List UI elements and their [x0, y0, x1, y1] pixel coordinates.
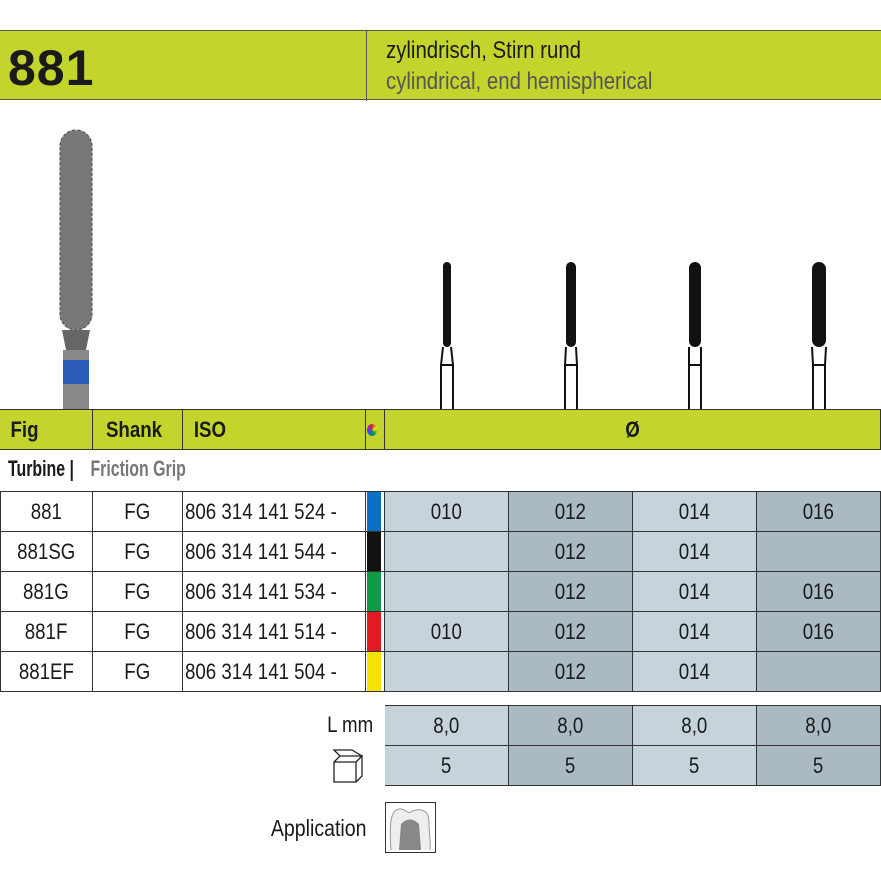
size-cell	[757, 652, 881, 692]
color-code	[366, 612, 385, 652]
fig-cell: 881EF	[0, 652, 93, 692]
section-title: Turbine | Friction Grip	[0, 450, 881, 492]
length-label: L mm	[326, 712, 373, 737]
size-cell[interactable]: 010	[385, 492, 509, 532]
size-cell	[757, 532, 881, 572]
size-cell[interactable]: 014	[633, 532, 757, 572]
size-cell[interactable]: 012	[509, 572, 633, 612]
package-qty-cell: 5	[509, 746, 633, 786]
bur-silhouette	[689, 262, 701, 410]
length-cell: 8,0	[757, 706, 881, 746]
size-cell	[385, 532, 509, 572]
color-code	[366, 492, 385, 532]
shank-cell: FG	[93, 492, 183, 532]
column-header-shank: Shank	[93, 410, 183, 450]
size-cell	[385, 572, 509, 612]
size-cell[interactable]: 012	[509, 492, 633, 532]
size-cell[interactable]: 014	[633, 612, 757, 652]
application-label: Application	[271, 815, 367, 841]
package-qty-cell: 5	[633, 746, 757, 786]
bur-photo	[60, 130, 92, 410]
shank-cell: FG	[93, 612, 183, 652]
column-header-fig: Fig	[0, 410, 93, 450]
size-cell[interactable]: 014	[633, 572, 757, 612]
size-cell[interactable]: 010	[385, 612, 509, 652]
size-cell[interactable]: 012	[509, 532, 633, 572]
size-cell[interactable]: 014	[633, 492, 757, 532]
size-cell[interactable]: 016	[757, 612, 881, 652]
tooth-application-icon	[385, 802, 436, 853]
column-header-diameter: Ø	[385, 410, 881, 450]
fig-cell: 881	[0, 492, 93, 532]
color-code	[366, 572, 385, 612]
iso-cell: 806 314 141 514 -	[183, 612, 366, 652]
color-code	[366, 652, 385, 692]
package-qty-cell: 5	[385, 746, 509, 786]
color-code-header	[366, 410, 385, 450]
bur-silhouette	[441, 262, 453, 410]
column-header-iso: ISO	[183, 410, 366, 450]
fig-cell: 881F	[0, 612, 93, 652]
shank-cell: FG	[93, 572, 183, 612]
iso-cell: 806 314 141 504 -	[183, 652, 366, 692]
shank-cell: FG	[93, 532, 183, 572]
header-band	[0, 30, 881, 100]
title-german: zylindrisch, Stirn rund	[386, 37, 582, 64]
size-cell[interactable]: 014	[633, 652, 757, 692]
shank-cell: FG	[93, 652, 183, 692]
color-code	[366, 532, 385, 572]
bur-illustrations	[0, 100, 881, 410]
length-cell: 8,0	[509, 706, 633, 746]
title-english: cylindrical, end hemispherical	[386, 68, 653, 95]
package-box-icon	[330, 748, 366, 786]
size-cell[interactable]: 016	[757, 572, 881, 612]
color-wheel-icon	[367, 424, 377, 436]
fig-cell: 881G	[0, 572, 93, 612]
iso-cell: 806 314 141 534 -	[183, 572, 366, 612]
iso-cell: 806 314 141 524 -	[183, 492, 366, 532]
product-number: 881	[8, 40, 95, 96]
size-cell[interactable]: 016	[757, 492, 881, 532]
size-cell[interactable]: 012	[509, 652, 633, 692]
size-cell[interactable]: 012	[509, 612, 633, 652]
fig-cell: 881SG	[0, 532, 93, 572]
iso-cell: 806 314 141 544 -	[183, 532, 366, 572]
length-cell: 8,0	[633, 706, 757, 746]
package-qty-cell: 5	[757, 746, 881, 786]
bur-silhouette	[812, 262, 826, 410]
bur-silhouette	[565, 262, 577, 410]
length-cell: 8,0	[385, 706, 509, 746]
size-cell	[385, 652, 509, 692]
divider	[366, 31, 367, 101]
